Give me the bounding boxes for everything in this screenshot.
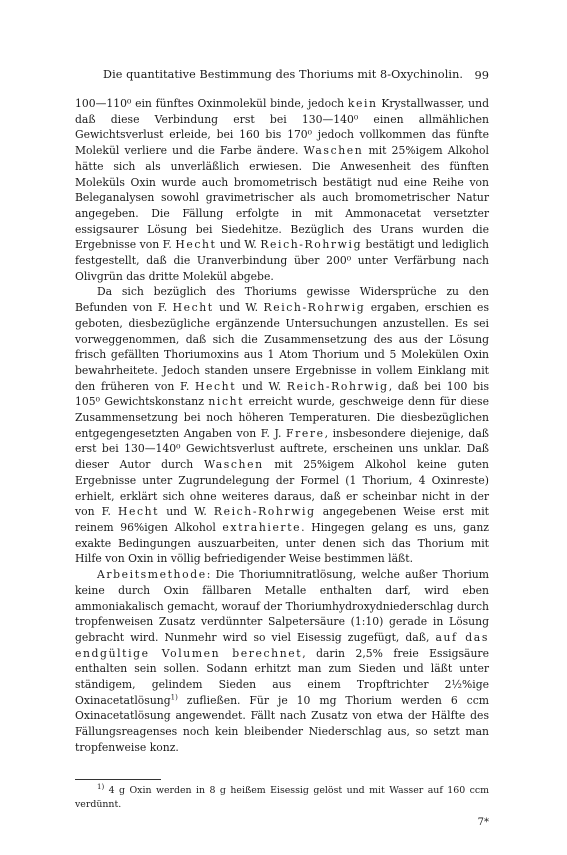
spaced-emphasis: Hecht (172, 301, 214, 315)
footnote-marker: 1) (97, 782, 105, 791)
spaced-emphasis: Waschen (203, 458, 264, 472)
spaced-emphasis: kein (347, 97, 378, 110)
text-run: bestätigt und lediglich festgestellt, daß die Uranverbindung über 200⁰ unter Verfärbung nach Olivgrün das dritte Molekül abgebe. (75, 238, 489, 283)
text-run: : Die Thoriumnitratlösung, welche außer Thorium keine durch Oxin fällbaren Metalle enthalten darf, wird eben ammoniakalisch gemacht, worauf der Thoriumhydroxydniederschlag durch tropfenweisen Zusatz verdünnter Salpetersäure (1:10) gerade in Lösung gebracht wird. Nunmehr wird so viel Eisessig zugefügt, daß, (75, 568, 489, 644)
text-run: angegebenen Weise erst mit reinem 96%igen Alkohol (75, 505, 489, 534)
spaced-emphasis: Hecht (195, 379, 237, 393)
spaced-emphasis: Waschen (303, 144, 364, 158)
spaced-emphasis: nicht (208, 395, 245, 409)
text-run: und W. (159, 505, 214, 519)
text-run: , daß bei 100 bis 105⁰ Gewichtskonstanz (75, 379, 489, 409)
text-run: , darin 2,5% freie Essigsäure enthalten sein sollen. Sodann erhitzt man zum Sieden und läßt unter ständigem, gelindem Sieden aus einem Tropftrichter 2½%ige Oxinacetatlösung (75, 646, 489, 707)
spaced-emphasis: extrahierte (222, 520, 302, 534)
text-run: mit 25%igem Alkohol keine guten Ergebnisse unter Zugrundelegung der Formel (1 Thorium, 4 Oxinreste) erhielt, erklärt sich ohne weiteres daraus, daß er scheinbar nicht in der von F. (75, 458, 490, 519)
paragraph (75, 284, 489, 567)
text-run: mit 25%igem Alkohol hätte sich als unverläßlich erwiesen. Die Anwesenheit des fünften Moleküls Oxin wurde auch bromometrisch bestätigt nud eine Reihe von Beleganalysen sowohl gravimetrischer als auch bromometrischer Natur angegeben. Die Fällung erfolgte in mit Ammonacetat versetzter essigsaurer Lösung bei Siedehitze. Bezüglich des Urans wurden die Ergebnisse von F. (75, 144, 489, 252)
page-number: 99 (474, 68, 489, 82)
text-run: 100—110⁰ ein fünftes Oxinmolekül binde, jedoch (75, 97, 348, 110)
text-run: , insbesondere diejenige, daß erst bei 130—140⁰ Gewichtsverlust auftrete, erscheinen uns unklar. Daß dieser Autor durch (75, 426, 489, 472)
text-run: . Hingegen gelang es uns, ganz exakte Bedingungen auszuarbeiten, unter denen sich das Thorium mit Hilfe von Oxin in völlig befriedigender Weise bestimmen läßt. (75, 520, 489, 566)
text-run: und W. (236, 379, 287, 393)
running-title: Die quantitative Bestimmung des Thoriums mit 8-Oxychinolin. (103, 68, 464, 81)
spaced-emphasis: Reich-Rohrwig (263, 301, 366, 315)
paragraph (75, 567, 489, 755)
footnotes (75, 784, 489, 812)
spaced-emphasis: Hecht (117, 505, 160, 519)
text-run: Krystallwasser, und daß diese Verbindung erst bei 130—140⁰ einen allmählichen Gewichtsverlust erleide, bei 160 bis 170⁰ jedoch vollkommen das fünfte Molekül verliere und die Farbe ändere. (75, 97, 489, 158)
spaced-emphasis: Hecht (175, 238, 217, 252)
spaced-emphasis: Arbeitsmethode (97, 568, 207, 582)
text-run: 4 g Oxin werden in 8 g heißem Eisessig gelöst und mit Wasser auf 160 ccm verdünnt. (75, 785, 489, 810)
text-run: und W. (216, 238, 261, 252)
text-run: und W. (213, 301, 264, 315)
spaced-emphasis: auf das endgültige Volumen berechnet (75, 630, 489, 660)
spaced-emphasis: Frere (286, 426, 325, 440)
running-header (75, 68, 489, 86)
paragraph (75, 96, 489, 284)
spaced-emphasis: Reich-Rohrwig (260, 238, 363, 252)
spaced-emphasis: Reich-Rohrwig (213, 505, 316, 519)
footnote-divider (75, 779, 161, 780)
text-run: erreicht wurde, geschweige denn für diese Zusammensetzung bei noch höheren Temperaturen. Die diesbezüglichen entgegengesetzten Angaben von F. J. (75, 395, 489, 440)
footnote-marker: 1) (170, 693, 178, 702)
text-run: ergaben, erschien es geboten, diesbezügliche ergänzende Untersuchungen anzustellen. Es sei vorweggenommen, daß sich die Zusammensetzung des aus der Lösung frisch gefällten Thoriumoxins aus 1 Atom Thorium und 5 Molekülen Oxin bewahrheitete. Jedoch standen unsere Ergebnisse in vollem Einklang mit den früheren von F. (75, 301, 489, 393)
text-run: zufließen. Für je 10 mg Thorium werden 6 ccm Oxinacetatlösung angewendet. Fällt nach Zusatz von etwa der Hälfte des Fällungsreagenses noch kein bleibender Niederschlag aus, so setzt man tropfenweise konz. (75, 693, 489, 754)
text-run: Da sich bezüglich des Thoriums gewisse Widersprüche zu den Befunden von F. (75, 285, 489, 315)
footnote (75, 784, 489, 812)
spaced-emphasis: Reich-Rohrwig (286, 379, 389, 393)
signature-mark: 7* (477, 817, 489, 828)
body-text (75, 96, 489, 756)
